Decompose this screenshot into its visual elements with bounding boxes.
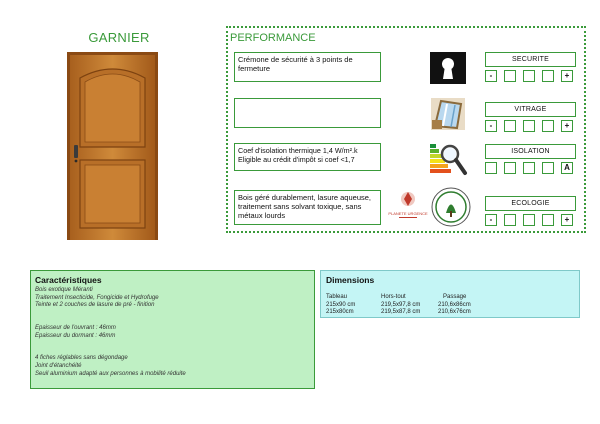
performance-panel <box>226 26 586 233</box>
keyhole-icon <box>430 52 466 84</box>
scale-minus: - <box>485 70 497 82</box>
scale-cell <box>542 214 554 226</box>
characteristic-line: Epaisseur de l'ouvrant : 46mm <box>35 324 116 331</box>
scale-grade: A <box>561 162 573 174</box>
scale-plus: + <box>561 120 573 132</box>
dimensions-header: Hors-tout <box>381 294 406 300</box>
dimensions-cell: 210,6x76cm <box>438 309 471 315</box>
energy-rating-icon <box>428 140 468 178</box>
window-glazing-icon <box>431 98 465 130</box>
security-description: Crémone de sécurité à 3 points de fermeture <box>234 52 381 82</box>
ecology-label: ECOLOGIE <box>485 196 576 211</box>
dimensions-row <box>326 302 574 310</box>
glazing-label: VITRAGE <box>485 102 576 117</box>
characteristic-line: 4 fiches réglables sans dégondage <box>35 355 128 362</box>
dimensions-cell: 215x90 cm <box>326 301 356 308</box>
ecology-description: Bois géré durablement, lasure aqueuse, traitement sans solvant toxique, sans métaux lourds <box>234 190 381 225</box>
scale-cell <box>504 162 516 174</box>
dimensions-header: Passage <box>443 294 467 300</box>
characteristic-line: Teinte et 2 couches de lasure de pré - finition <box>35 302 155 309</box>
scale-cell <box>542 162 554 174</box>
dimensions-cell: 215x80cm <box>326 309 354 315</box>
product-title: GARNIER <box>88 30 150 45</box>
scale-cell <box>523 214 535 226</box>
security-label: SECURITE <box>485 52 576 67</box>
dimensions-title: Dimensions <box>326 275 375 285</box>
characteristic-line: Epaisseur du dormant : 46mm <box>35 332 116 339</box>
scale-cell <box>523 162 535 174</box>
dimensions-header-row <box>326 294 574 302</box>
scale-cell <box>523 120 535 132</box>
characteristic-line: Joint d'étanchéité <box>35 362 82 369</box>
scale-cell <box>542 120 554 132</box>
insulation-label: ISOLATION <box>485 144 576 159</box>
characteristics-title: Caractéristiques <box>35 275 102 285</box>
insulation-description: Coef d'isolation thermique 1,4 W/m².k Eligible au crédit d'impôt si coef <1,7 <box>234 143 381 171</box>
scale-cell <box>485 162 497 174</box>
scale-plus: + <box>561 214 573 226</box>
scale-cell <box>542 70 554 82</box>
scale-cell <box>504 214 516 226</box>
scale-cell <box>523 70 535 82</box>
scale-plus: + <box>561 70 573 82</box>
scale-cell <box>504 70 516 82</box>
dimensions-row <box>326 309 574 317</box>
dimensions-cell: 219,5x97,8 cm <box>381 301 421 308</box>
scale-minus: - <box>485 214 497 226</box>
scale-minus: - <box>485 120 497 132</box>
characteristics-panel <box>30 270 315 389</box>
scale-cell <box>504 120 516 132</box>
svg-text:PLANETE URGENCE: PLANETE URGENCE <box>388 211 428 216</box>
characteristic-line: Bois exotique Méranti <box>35 287 93 293</box>
dimensions-cell: 210,6x86cm <box>438 301 471 308</box>
dimensions-header: Tableau <box>326 294 348 300</box>
dimensions-panel <box>320 270 580 318</box>
glazing-description <box>234 98 381 128</box>
characteristic-line: Traitement Insecticide, Fongicide et Hydrofuge <box>35 294 159 301</box>
door-image <box>67 52 158 240</box>
characteristic-line: Seuil aluminium adapté aux personnes à mobilité réduite <box>35 370 186 377</box>
dimensions-cell: 219,5x87,8 cm <box>381 309 421 315</box>
eco-labels-icon <box>388 186 474 230</box>
performance-title: PERFORMANCE <box>230 32 316 44</box>
